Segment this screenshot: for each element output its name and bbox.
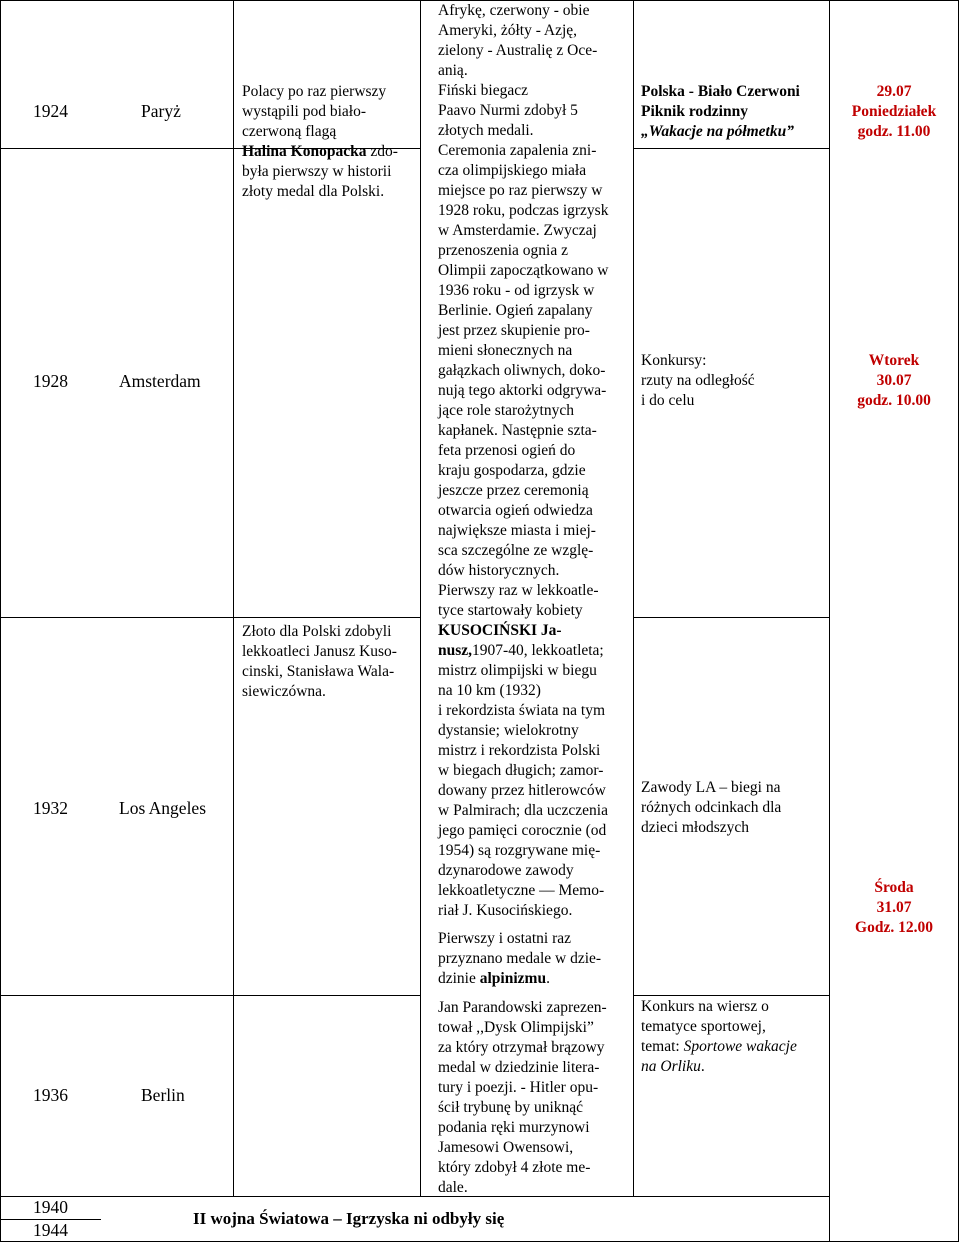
- text-line: dale.: [438, 1179, 468, 1196]
- alpinism-note: [438, 929, 632, 989]
- text-line: jest przez skupienie pro-: [438, 322, 590, 339]
- text-line: tury i poezji. - Hitler opu-: [438, 1079, 599, 1096]
- row-year-1940: 1940: [33, 1197, 68, 1217]
- text-line: siewiczówna.: [242, 683, 326, 700]
- row-year-1932: 1932: [33, 798, 68, 818]
- text-line: miejsce po raz pierwszy w: [438, 182, 603, 199]
- trivia-paragraph-b: [438, 661, 632, 921]
- date-line: Wtorek: [868, 352, 920, 369]
- text-line: w Palmirach; dla uczczenia: [438, 802, 608, 819]
- text-line: Polacy po raz pierwszy: [242, 83, 387, 100]
- text-line: [438, 969, 632, 989]
- text-line: czerwoną flagą: [242, 123, 337, 140]
- text-line: [438, 641, 632, 661]
- athlete-name: Halina Konopacka: [242, 143, 367, 160]
- text-line: [242, 142, 418, 162]
- text-line: 1954) są rozgrywane mię-: [438, 842, 601, 859]
- text-line: rzuty na odległość: [641, 372, 755, 389]
- text-fragment: temat:: [641, 1038, 684, 1055]
- text-line: sca szczególne ze wzglę-: [438, 542, 594, 559]
- event-running-races: [641, 778, 827, 838]
- text-line: anią.: [438, 62, 468, 79]
- row-city-1936: Berlin: [141, 1085, 185, 1105]
- text-line: [641, 1037, 827, 1057]
- text-line: podania ręki murzynowi: [438, 1119, 590, 1136]
- text-line: złotych medali.: [438, 122, 534, 139]
- text-line: dów historycznych.: [438, 562, 560, 579]
- text-line: medal w dziedzinie litera-: [438, 1059, 600, 1076]
- text-line: Jamesowi Owensowi,: [438, 1139, 574, 1156]
- text-line: tematyce sportowej,: [641, 1018, 766, 1035]
- text-line: Złoto dla Polski zdobyli: [242, 623, 392, 640]
- text-line: „Wakacje na półmetku”: [641, 123, 794, 140]
- text-line: lekkoatleci Janusz Kuso-: [242, 643, 397, 660]
- text-line: Konkurs na wiersz o: [641, 998, 769, 1015]
- text-line: Polska - Biało Czerwoni: [641, 83, 800, 100]
- text-line: feta przenosi ogień do: [438, 442, 576, 459]
- text-line: największe miasta i miej-: [438, 522, 596, 539]
- date-tuesday: [830, 351, 958, 411]
- row-year-1924: 1924: [33, 101, 68, 121]
- text-line: różnych odcinkach dla: [641, 799, 782, 816]
- text-line: dystansie; wielokrotny: [438, 722, 579, 739]
- date-line: 30.07: [876, 372, 912, 389]
- polish-achievements-1932: [242, 622, 418, 702]
- text-line: który zdobył 4 złote me-: [438, 1159, 591, 1176]
- event-poetry-contest: [641, 997, 827, 1077]
- text-line: na 10 km (1932): [438, 682, 541, 699]
- date-line: Środa: [874, 879, 914, 896]
- text-fragment: Sportowe wakacje: [683, 1038, 797, 1055]
- trivia-paragraph-a: [438, 1, 632, 621]
- date-wednesday: [830, 878, 958, 938]
- athlete-name: nusz,: [438, 642, 473, 659]
- text-fragment: .: [546, 970, 550, 987]
- text-line: kraju gospodarza, gdzie: [438, 462, 586, 479]
- text-line: Pierwszy raz w lekkoatle-: [438, 582, 599, 599]
- text-line: mieni słonecznych na: [438, 342, 573, 359]
- war-notice: II wojna Światowa – Igrzyska ni odbyły się: [193, 1209, 505, 1228]
- text-line: w Amsterdamie. Zwyczaj: [438, 222, 597, 239]
- text-line: Pierwszy i ostatni raz: [438, 930, 572, 947]
- text-line: Berlinie. Ogień zapalany: [438, 302, 593, 319]
- text-line: Olimpii zapoczątkowano w: [438, 262, 609, 279]
- date-line: 31.07: [876, 899, 912, 916]
- polish-achievements-1924: [242, 82, 418, 202]
- text-line: cza olimpijskiego miała: [438, 162, 587, 179]
- text-line: gałązkach oliwnych, doko-: [438, 362, 606, 379]
- athlete-name: KUSOCIŃSKI Ja-: [438, 622, 562, 639]
- text-line: dowany przez hitlerowców: [438, 782, 606, 799]
- date-monday: [830, 82, 958, 142]
- text-line: w biegach długich; zamor-: [438, 762, 604, 779]
- row-city-1932: Los Angeles: [119, 798, 207, 818]
- event-throwing-contest: [641, 351, 827, 411]
- row-city-1928: Amsterdam: [119, 371, 201, 391]
- text-fragment: zdo-: [366, 143, 398, 160]
- olympic-trivia-text: [438, 1, 632, 921]
- date-line: 29.07: [876, 83, 912, 100]
- row-year-1936: 1936: [33, 1085, 68, 1105]
- text-line: [438, 621, 632, 641]
- text-line: za który otrzymał brązowy: [438, 1039, 605, 1056]
- text-line: tyce startowały kobiety: [438, 602, 583, 619]
- text-fragment: .: [700, 1058, 705, 1075]
- text-line: dzieci młodszych: [641, 819, 750, 836]
- text-line: Afrykę, czerwony - obie: [438, 2, 590, 19]
- text-line: i rekordzista świata na tym: [438, 702, 606, 719]
- text-line: [641, 1057, 827, 1077]
- row-year-1928: 1928: [33, 371, 68, 391]
- text-line: 1936 roku - od igrzysk w: [438, 282, 595, 299]
- text-line: ścił trybunę by uniknąć: [438, 1099, 584, 1116]
- text-fragment: dzinie: [438, 970, 480, 987]
- text-line: Piknik rodzinny: [641, 103, 748, 120]
- event-picnic: [641, 82, 827, 142]
- text-line: mistrz olimpijski w biegu: [438, 662, 597, 679]
- date-line: godz. 10.00: [857, 392, 931, 409]
- row-year-1944: 1944: [33, 1220, 68, 1240]
- text-line: lekkoatletyczne — Memo-: [438, 882, 605, 899]
- text-line: jego pamięci corocznie (od: [438, 822, 607, 839]
- text-line: riał J. Kusocińskiego.: [438, 902, 573, 919]
- text-line: Konkursy:: [641, 352, 707, 369]
- text-line: 1928 roku, podczas igrzysk: [438, 202, 609, 219]
- text-line: jeszcze przez ceremonią: [438, 482, 589, 499]
- text-line: nują tego aktorki odgrywa-: [438, 382, 607, 399]
- text-line: cinski, Stanisława Wala-: [242, 663, 395, 680]
- text-fragment: alpinizmu: [479, 970, 547, 987]
- date-line: Poniedziałek: [851, 103, 937, 120]
- row-city-1924: Paryż: [141, 101, 181, 121]
- text-line: Ceremonia zapalenia zni-: [438, 142, 597, 159]
- text-line: i do celu: [641, 392, 695, 409]
- berlin-trivia-text: [438, 998, 632, 1198]
- text-line: kapłanek. Następnie szta-: [438, 422, 597, 439]
- text-fragment: 1907-40, lekkoatleta;: [472, 642, 604, 659]
- text-line: tował ,,Dysk Olimpijski”: [438, 1019, 594, 1036]
- text-line: Paavo Nurmi zdobył 5: [438, 102, 578, 119]
- text-line: była pierwszy w historii: [242, 163, 392, 180]
- text-line: zielony - Australię z Oce-: [438, 42, 598, 59]
- text-line: mistrz i rekordzista Polski: [438, 742, 601, 759]
- text-line: jące role starożytnych: [438, 402, 574, 419]
- text-line: przyznano medale w dzie-: [438, 950, 602, 967]
- text-line: złoty medal dla Polski.: [242, 183, 385, 200]
- text-line: przenoszenia ognia z: [438, 242, 568, 259]
- text-fragment: na Orliku: [641, 1058, 701, 1075]
- text-line: dzynarodowe zawody: [438, 862, 574, 879]
- date-line: Godz. 12.00: [855, 919, 933, 936]
- text-line: Ameryki, żółty - Azję,: [438, 22, 578, 39]
- trivia-paragraph-c: [438, 998, 632, 1198]
- text-line: Zawody LA – biegi na: [641, 779, 781, 796]
- text-line: otwarcia ogień odwiedza: [438, 502, 593, 519]
- date-line: godz. 11.00: [857, 123, 931, 140]
- text-line: wystąpili pod biało-: [242, 103, 366, 120]
- text-line: Jan Parandowski zaprezen-: [438, 999, 607, 1016]
- text-line: Fiński biegacz: [438, 82, 528, 99]
